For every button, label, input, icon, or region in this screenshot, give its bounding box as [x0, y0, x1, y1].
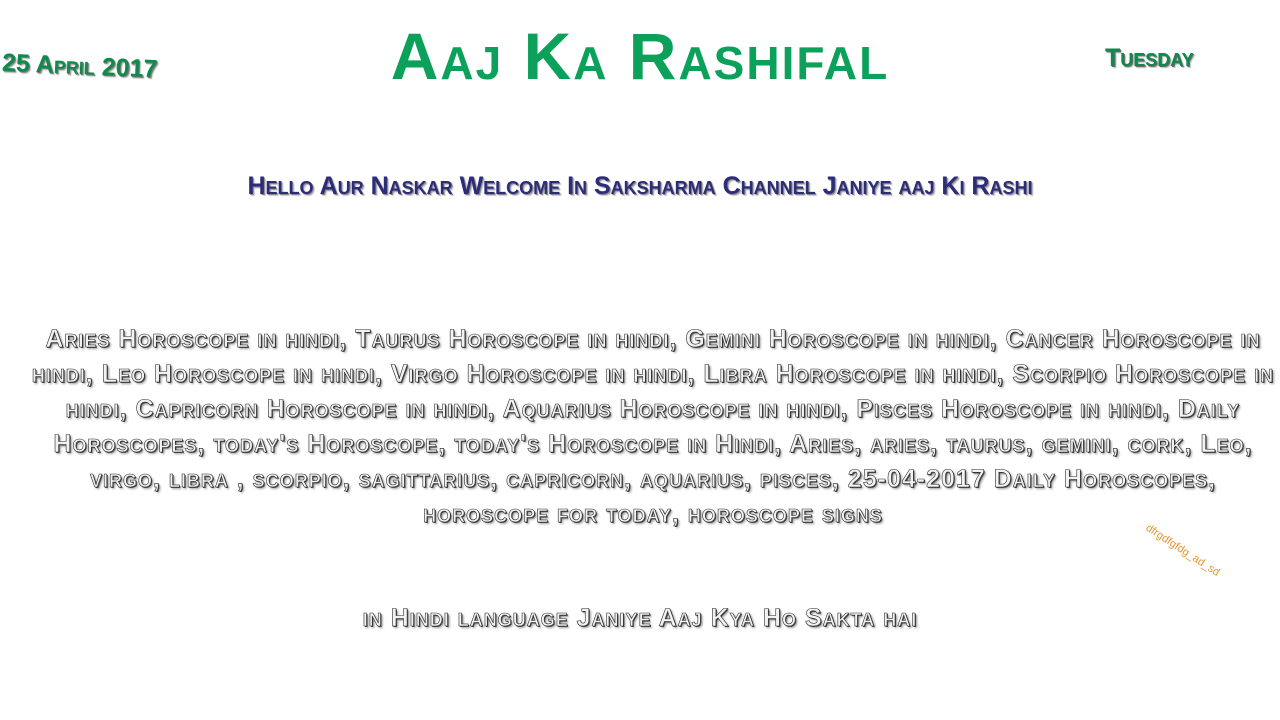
watermark-text: dfrgdfgfdg_ad_sd [1143, 522, 1222, 579]
page-title: Aaj Ka Rashifal [390, 19, 890, 93]
horoscope-paragraph: Aries Horoscope in hindi, Taurus Horoscope in hindi, Gemini Horoscope in hindi, Cancer Horoscope in hindi, Leo Horoscope in hindi, Virgo Horoscope in hindi, Libra Horoscope in hindi, Scorpio Horoscope in hindi, Capricorn Horoscope in hindi, Aquarius Horoscope in hindi, Pisces Horoscope in hindi, Daily Horoscopes, today's Horoscope, today's Horoscope in Hindi, Aries, aries, taurus, gemini, cork, Leo, virgo, libra , scorpio, sagittarius, capricorn, aquarius, pisces, 25-04-2017 Daily Horoscopes, horoscope for today, horoscope signs [31, 325, 1275, 528]
date-label: 25 April 2017 [1, 48, 159, 84]
day-label: Tuesday [1105, 44, 1194, 72]
closing-line: in Hindi language Janiye Aaj Kya Ho Sakta hai [362, 604, 918, 632]
welcome-line: Hello Aur Naskar Welcome In Saksharma Channel Janiye aaj Ki Rashi [247, 172, 1033, 200]
